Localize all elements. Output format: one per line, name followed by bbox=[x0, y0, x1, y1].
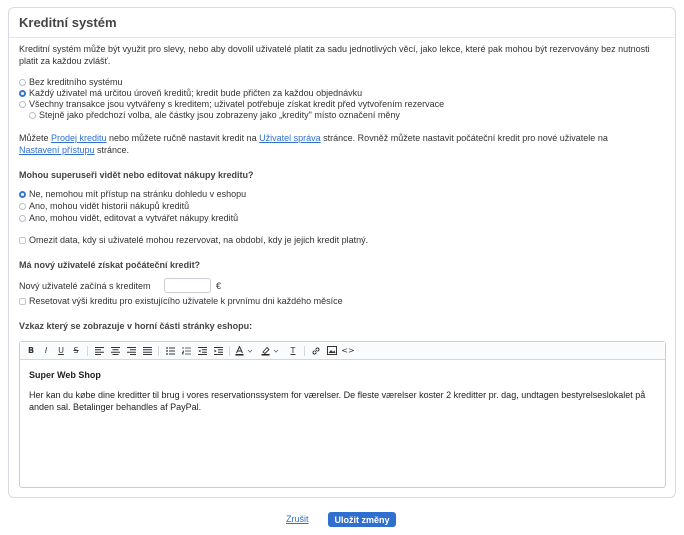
currency-label: € bbox=[216, 281, 222, 291]
align-center-button[interactable] bbox=[108, 344, 122, 357]
message-heading: Vzkaz který se zobrazuje v horní části stránky eshopu: bbox=[19, 321, 253, 331]
mode-option-label: Každý uživatel má určitou úroveň kreditů; kredit bude přičten za každou objednávku bbox=[29, 88, 363, 98]
radio-mode-credits-display[interactable] bbox=[29, 112, 36, 119]
editor-toolbar bbox=[20, 342, 665, 360]
mode-option-label: Bez kreditního systému bbox=[29, 77, 123, 87]
toolbar-divider bbox=[229, 346, 230, 356]
image-icon bbox=[327, 346, 337, 355]
reset-credit-label: Resetovat výši kreditu pro existujícího uživatele k prvnímu dni každého měsíce bbox=[29, 296, 343, 306]
link-user-management[interactable]: Uživatel správa bbox=[259, 133, 321, 143]
title-divider bbox=[9, 37, 675, 38]
mode-option-all-credit[interactable] bbox=[19, 99, 444, 109]
superuser-option-view[interactable] bbox=[19, 201, 189, 211]
indent-icon bbox=[214, 347, 223, 355]
link-button[interactable] bbox=[309, 344, 323, 357]
italic-button[interactable]: I bbox=[44, 346, 48, 355]
editor-content[interactable] bbox=[29, 370, 656, 413]
limit-dates-label: Omezit data, kdy si uživatelé mohou rezervovat, na období, kdy je jejich kredit platný. bbox=[29, 235, 369, 245]
reset-credit-row[interactable] bbox=[19, 296, 343, 306]
align-justify-button[interactable] bbox=[140, 344, 154, 357]
numbered-list-icon bbox=[182, 347, 191, 355]
toolbar-divider bbox=[87, 346, 88, 356]
limit-dates-checkbox[interactable] bbox=[19, 237, 26, 244]
radio-superuser-view[interactable] bbox=[19, 203, 26, 210]
align-right-button[interactable] bbox=[124, 344, 138, 357]
source-code-button[interactable]: <> bbox=[341, 346, 355, 355]
indent-button[interactable] bbox=[211, 344, 225, 357]
start-credit-label: Nový uživatelé začíná s kreditem bbox=[19, 281, 151, 291]
credit-system-panel bbox=[8, 7, 676, 498]
superuser-option-no[interactable] bbox=[19, 189, 246, 199]
info-text-part: nebo můžete ručně nastavit kredit na bbox=[106, 133, 260, 143]
mode-option-label: Všechny transakce jsou vytvářeny s kreditem; uživatel potřebuje získat kredit před vytvořením rezervace bbox=[29, 99, 445, 109]
superuser-option-label: Ano, mohou vidět historii nákupů kreditů bbox=[29, 201, 190, 211]
limit-dates-row[interactable] bbox=[19, 235, 368, 245]
radio-mode-all-credit[interactable] bbox=[19, 101, 26, 108]
rich-text-editor[interactable] bbox=[19, 341, 666, 488]
superuser-option-edit[interactable] bbox=[19, 213, 238, 223]
align-center-icon bbox=[111, 347, 120, 355]
radio-mode-per-order[interactable] bbox=[19, 90, 26, 97]
align-justify-icon bbox=[143, 347, 152, 355]
align-left-button[interactable] bbox=[92, 344, 106, 357]
editor-heading: Super Web Shop bbox=[29, 370, 101, 380]
bullet-list-button[interactable] bbox=[163, 344, 177, 357]
info-text-part: stránce. bbox=[94, 145, 130, 155]
info-text-part: stránce. Rovněž můžete nastavit počáteční kredit pro nové uživatele na bbox=[320, 133, 608, 143]
align-right-icon bbox=[127, 347, 136, 355]
radio-superuser-edit[interactable] bbox=[19, 215, 26, 222]
reset-credit-checkbox[interactable] bbox=[19, 298, 26, 305]
bullet-list-icon bbox=[166, 347, 175, 355]
clear-format-button[interactable]: T bbox=[290, 346, 296, 355]
highlight-icon bbox=[261, 346, 281, 356]
toolbar-divider bbox=[304, 346, 305, 356]
outdent-icon bbox=[198, 347, 207, 355]
radio-superuser-no[interactable] bbox=[19, 191, 26, 198]
intro-text: Kreditní systém může být využit pro slevy, nebo aby dovolil uživatelé platit za sadu jednotlivých věcí, jako lekce, které pak mohou být rezervovány bez nutnosti platit za každou zvlášť. bbox=[19, 44, 650, 66]
image-button[interactable] bbox=[325, 344, 339, 357]
text-color-button[interactable] bbox=[234, 344, 256, 357]
save-button[interactable]: Uložit změny bbox=[328, 512, 396, 527]
link-icon bbox=[311, 346, 321, 356]
superuser-heading: Mohou superuseři vidět nebo editovat nákupy kreditu? bbox=[19, 170, 254, 180]
text-color-icon bbox=[235, 346, 255, 356]
page-title: Kreditní systém bbox=[19, 15, 117, 30]
numbered-list-button[interactable] bbox=[179, 344, 193, 357]
radio-mode-none[interactable] bbox=[19, 79, 26, 86]
strikethrough-button[interactable]: S bbox=[73, 346, 79, 355]
superuser-option-label: Ne, nemohou mít přístup na stránku dohledu v eshopu bbox=[29, 189, 247, 199]
start-credit-input[interactable] bbox=[164, 278, 211, 293]
info-text-part: Můžete bbox=[19, 133, 52, 143]
bold-button[interactable]: B bbox=[27, 346, 35, 355]
cancel-button[interactable]: Zrušit bbox=[286, 514, 309, 524]
toolbar-divider bbox=[158, 346, 159, 356]
mode-option-label: Stejně jako předchozí volba, ale částky jsou zobrazeny jako „kredity" místo označení měny bbox=[39, 110, 400, 120]
link-access-settings[interactable]: Nastavení přístupu bbox=[19, 145, 95, 155]
superuser-option-label: Ano, mohou vidět, editovat a vytvářet nákupy kreditů bbox=[29, 213, 239, 223]
mode-option-none[interactable] bbox=[19, 77, 123, 87]
underline-button[interactable]: U bbox=[58, 346, 64, 355]
highlight-color-button[interactable] bbox=[260, 344, 282, 357]
mode-option-per-order[interactable] bbox=[19, 88, 362, 98]
outdent-button[interactable] bbox=[195, 344, 209, 357]
info-text bbox=[19, 132, 669, 156]
link-sell-credit[interactable]: Prodej kreditu bbox=[51, 133, 107, 143]
initial-credit-heading: Má nový uživatelé získat počáteční kredit? bbox=[19, 260, 201, 270]
editor-paragraph: Her kan du købe dine kreditter til brug i vores reservationssystem for værelser. De fleste værelser koster 2 kreditter pr. dag, undtagen bestyrelseslokalet på anden sal. Betalinger behandles af PayPal. bbox=[29, 390, 646, 412]
mode-option-credits-display[interactable] bbox=[29, 110, 400, 120]
align-left-icon bbox=[95, 347, 104, 355]
